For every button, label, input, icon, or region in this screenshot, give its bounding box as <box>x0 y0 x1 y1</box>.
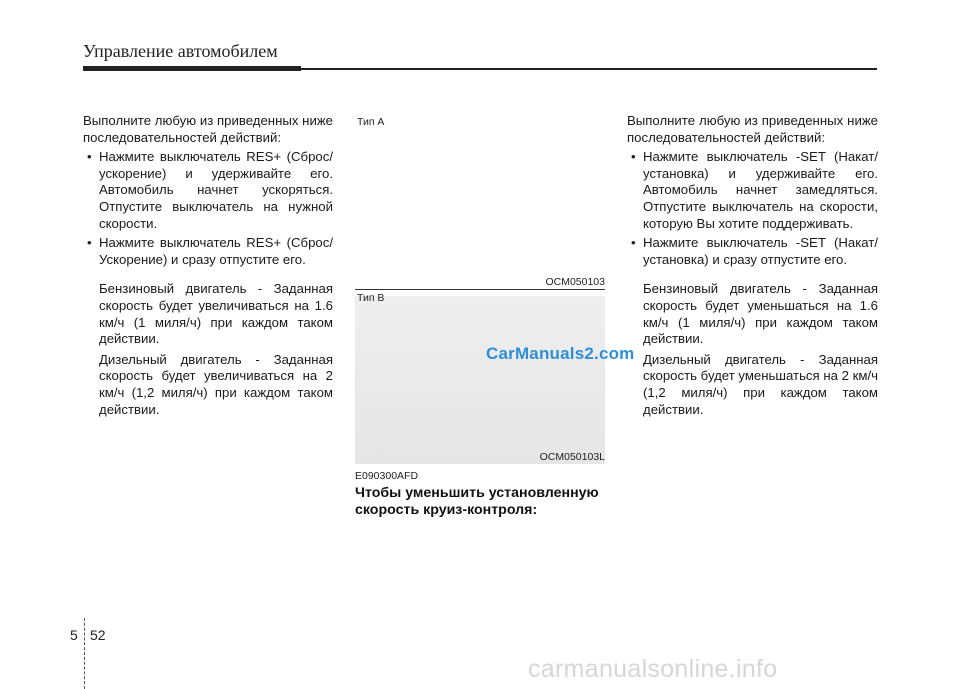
left-bullet-1-text: Нажмите выключатель RES+ (Сброс/ускорение) и удерживайте его. Автомобиль начнет ускоряться. Отпустите выключатель на нужной скорости. <box>99 149 333 231</box>
site-watermark: carmanualsonline.info <box>528 655 778 683</box>
figure-b-code: OCM050103L <box>539 451 605 463</box>
right-column <box>627 113 878 418</box>
left-bullet-1 <box>83 149 333 232</box>
figure-a-divider <box>355 289 605 290</box>
right-bullet-2-text: Нажмите выключатель -SET (Накат/установка) и сразу отпустите его. <box>643 235 878 267</box>
figure-a-code: OCM050103 <box>545 276 605 288</box>
watermark-logo: CarManuals2.com <box>486 344 635 363</box>
section-heading: Чтобы уменьшить установленную скорость круиз-контроля: <box>355 485 599 518</box>
left-bullet-2 <box>83 235 333 268</box>
header-rule-thick <box>83 66 301 71</box>
right-bullet-1-text: Нажмите выключатель -SET (Накат/установка) и удерживайте его. Автомобиль начнет замедляться. Отпустите выключатель на скорости, которую Вы хотите поддерживать. <box>643 149 878 231</box>
left-note-gasoline: Бензиновый двигатель - Заданная скорость будет увеличиваться на 1.6 км/ч (1 миля/ч) при каждом таком действии. <box>99 281 333 347</box>
right-note-diesel: Дизельный двигатель - Заданная скорость будет уменьшаться на 2 км/ч (1,2 миля/ч) при каждом таком действии. <box>643 351 878 417</box>
bullet-marker: • <box>87 149 92 165</box>
figure-a-label: Тип A <box>357 116 385 128</box>
left-column <box>83 113 333 418</box>
right-intro: Выполните любую из приведенных ниже последовательностей действий: <box>627 113 878 145</box>
right-bullet-2 <box>627 235 878 268</box>
left-bullet-2-text: Нажмите выключатель RES+ (Сброс/Ускорение) и сразу отпустите его. <box>99 235 333 267</box>
chapter-number: 5 <box>70 627 78 643</box>
figure-b-label: Тип B <box>357 292 385 304</box>
bullet-marker: • <box>631 149 636 165</box>
header-rule-thin <box>301 68 877 70</box>
right-note-gasoline: Бензиновый двигатель - Заданная скорость будет уменьшаться на 1.6 км/ч (1 миля/ч) при каждом таком действии. <box>643 281 878 347</box>
figure-b-image <box>355 296 605 464</box>
right-bullet-1 <box>627 149 878 232</box>
bullet-marker: • <box>631 235 636 251</box>
page-number-divider <box>84 618 85 689</box>
page-number: 52 <box>90 627 106 643</box>
left-note-diesel: Дизельный двигатель - Заданная скорость будет увеличиваться на 2 км/ч (1,2 миля/ч) при каждом таком действии. <box>99 351 333 417</box>
bullet-marker: • <box>87 235 92 251</box>
page-header-title: Управление автомобилем <box>83 41 278 61</box>
left-intro: Выполните любую из приведенных ниже последовательностей действий: <box>83 113 333 145</box>
section-code: E090300AFD <box>355 470 419 482</box>
